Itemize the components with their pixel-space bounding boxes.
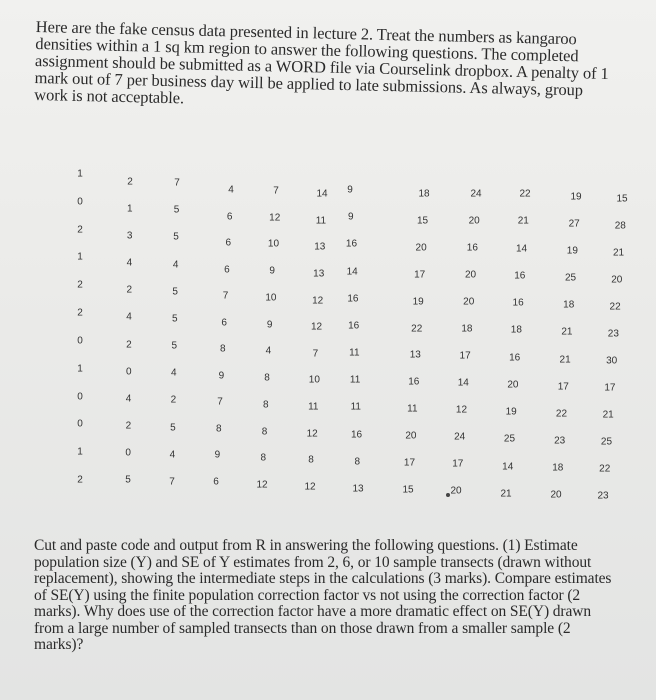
table-cell: 2: [77, 279, 83, 291]
table-cell: 7: [217, 396, 223, 408]
table-cell: 11: [407, 403, 418, 415]
table-cell: 7: [222, 290, 229, 302]
table-cell: 16: [348, 320, 360, 332]
table-cell: 20: [507, 379, 519, 391]
table-cell: 15: [402, 484, 414, 496]
table-cell: 11: [315, 215, 327, 227]
table-cell: 9: [269, 265, 275, 277]
table-cell: 20: [468, 215, 480, 227]
table-cell: 6: [224, 264, 230, 276]
table-cell: 8: [308, 454, 314, 466]
table-cell: 1: [77, 168, 83, 180]
table-cell: 16: [350, 429, 363, 441]
table-cell: 25: [564, 272, 577, 284]
table-cell: 6: [213, 476, 219, 488]
table-cell: 22: [609, 301, 621, 313]
table-cell: 16: [408, 376, 420, 388]
table-cell: 17: [403, 457, 416, 469]
table-cell: 22: [555, 408, 568, 420]
table-cell: 12: [455, 404, 468, 416]
table-cell: 21: [561, 326, 573, 338]
table-cell: 22: [519, 188, 531, 200]
table-cell: 4: [126, 311, 132, 323]
table-cell: 5: [173, 204, 180, 216]
table-cell: 17: [557, 381, 569, 393]
table-cell: 8: [354, 456, 361, 468]
table-cell: 23: [607, 328, 619, 340]
table-cell: 16: [466, 242, 478, 254]
table-cell: 5: [172, 286, 178, 298]
table-cell: 12: [304, 481, 316, 493]
table-cell: 1: [127, 203, 133, 215]
table-cell: 8: [220, 343, 226, 355]
table-cell: 16: [347, 293, 359, 305]
table-cell: 18: [510, 324, 522, 336]
table-cell: 24: [470, 188, 482, 200]
table-cell: 12: [256, 479, 268, 491]
table-cell: 20: [611, 274, 623, 286]
table-cell: 4: [125, 393, 132, 405]
table-cell: 20: [463, 296, 475, 308]
table-cell: 14: [346, 266, 358, 278]
table-cell: 5: [171, 313, 178, 325]
table-cell: 5: [170, 422, 176, 434]
table-cell: 12: [310, 321, 323, 333]
table-cell: 0: [125, 366, 132, 378]
table-cell: 17: [459, 350, 471, 362]
table-cell: 2: [127, 176, 133, 188]
table-cell: 8: [263, 399, 269, 411]
table-cell: 22: [599, 463, 611, 475]
table-cell: 17: [604, 382, 616, 394]
table-cell: 7: [169, 476, 175, 488]
table-cell: 4: [171, 367, 177, 379]
table-cell: 7: [312, 348, 319, 360]
table-cell: 8: [260, 452, 267, 464]
table-cell: 27: [568, 218, 580, 230]
table-cell: 10: [308, 374, 320, 386]
table-cell: 0: [125, 447, 131, 459]
table-cell: 19: [505, 406, 517, 418]
table-cell: 1: [77, 251, 83, 263]
table-cell: 12: [306, 428, 318, 440]
table-cell: 4: [228, 184, 234, 196]
table-cell: 8: [261, 426, 268, 438]
table-cell: 9: [347, 211, 354, 223]
table-cell: 18: [418, 188, 430, 200]
table-cell: 0: [77, 391, 83, 403]
table-cell: 28: [614, 220, 626, 232]
table-cell: 5: [171, 340, 178, 352]
table-cell: 3: [126, 230, 133, 242]
table-cell: 17: [414, 269, 426, 281]
table-cell: 21: [602, 409, 614, 421]
table-cell: 2: [77, 307, 83, 319]
table-cell: 9: [347, 184, 353, 196]
table-cell: 18: [552, 462, 564, 474]
table-cell: 16: [345, 238, 358, 250]
table-cell: 1: [77, 446, 83, 458]
table-cell: 2: [170, 394, 177, 406]
table-cell: 6: [225, 237, 232, 249]
table-cell: 21: [517, 215, 529, 227]
table-cell: 7: [273, 185, 279, 197]
table-cell: 21: [612, 247, 625, 259]
table-cell: 25: [503, 433, 516, 445]
table-cell: 8: [215, 423, 222, 435]
table-cell: 2: [77, 474, 83, 486]
table-cell: 4: [172, 259, 179, 271]
table-cell: 2: [77, 224, 83, 236]
table-cell: 30: [606, 355, 618, 367]
table-cell: 18: [563, 299, 575, 311]
table-cell: 19: [412, 296, 424, 308]
table-cell: 14: [316, 188, 328, 200]
table-cell: 0: [77, 335, 83, 347]
table-cell: 8: [264, 372, 270, 384]
table-cell: 14: [457, 377, 469, 389]
table-cell: 4: [126, 257, 133, 269]
table-cell: 11: [350, 401, 362, 413]
table-cell: 2: [126, 339, 132, 351]
table-cell: 12: [312, 295, 324, 307]
table-cell: 20: [415, 242, 427, 254]
table-cell: 6: [221, 317, 227, 329]
table-cell: 9: [218, 370, 225, 382]
table-cell: 12: [269, 212, 281, 224]
table-cell: 10: [267, 238, 280, 250]
table-cell: 6: [226, 211, 233, 223]
table-cell: 2: [126, 284, 133, 296]
table-cell: 16: [514, 270, 526, 282]
table-cell: 5: [173, 231, 179, 243]
table-cell: 20: [405, 430, 417, 442]
stray-mark: [446, 493, 450, 497]
table-cell: 0: [77, 418, 83, 430]
intro-paragraph: Here are the fake census data presented in lecture 2. Treat the numbers as kangaroo densities within a 1 sq km region to answer the following questions. The completed assignment should be submitted as a WORD file via Courselink dropbox. A penalty of 1 mark out of 7 per business day will be applied to late submissions. As always, group work is not acceptable.: [34, 17, 609, 108]
table-cell: 21: [500, 488, 512, 500]
table-cell: 23: [597, 490, 609, 502]
table-cell: 5: [125, 474, 131, 486]
table-cell: 24: [454, 431, 466, 443]
table-cell: 19: [570, 191, 582, 203]
table-cell: 16: [512, 297, 524, 309]
table-cell: 17: [452, 458, 464, 470]
table-cell: 25: [600, 436, 613, 448]
table-cell: 11: [349, 347, 360, 359]
table-cell: 4: [265, 345, 272, 357]
table-cell: 9: [266, 319, 273, 331]
table-cell: 0: [77, 196, 83, 208]
table-cell: 20: [464, 269, 477, 281]
table-cell: 23: [554, 435, 566, 447]
table-cell: 21: [559, 354, 571, 366]
question-paragraph: Cut and paste code and output from R in answering the following questions. (1) Estimate population size (Y) and SE of Y estimates from 2, 6, or 10 sample transects (drawn without replacement), showing the intermediate steps in the calculations (3 marks). Compare estimates of SE(Y) using the finite population correction factor vs not using the correction factor (2 marks). Why does use of the correction factor have a more dramatic effect on SE(Y) drawn from a large number of sampled transects than on those drawn from a smaller sample (2 marks)?: [34, 537, 612, 653]
table-cell: 20: [450, 485, 462, 497]
table-cell: 15: [616, 193, 628, 205]
table-cell: 4: [169, 449, 176, 461]
table-cell: 13: [409, 349, 421, 361]
table-cell: 11: [308, 401, 319, 413]
table-cell: 19: [566, 245, 578, 257]
table-cell: 13: [352, 483, 364, 495]
table-cell: 13: [313, 268, 325, 280]
table-cell: 16: [509, 352, 521, 364]
table-cell: 11: [349, 374, 361, 386]
table-cell: 22: [411, 323, 423, 335]
table-cell: 15: [416, 215, 429, 227]
table-cell: 13: [314, 241, 326, 253]
table-cell: 10: [265, 292, 277, 304]
table-cell: 1: [77, 363, 83, 375]
table-cell: 9: [214, 449, 221, 461]
table-cell: 7: [174, 177, 180, 189]
table-cell: 14: [515, 243, 528, 255]
table-cell: 2: [125, 420, 132, 432]
table-cell: 18: [461, 323, 473, 335]
table-cell: 14: [502, 461, 514, 473]
table-cell: 20: [550, 489, 562, 501]
